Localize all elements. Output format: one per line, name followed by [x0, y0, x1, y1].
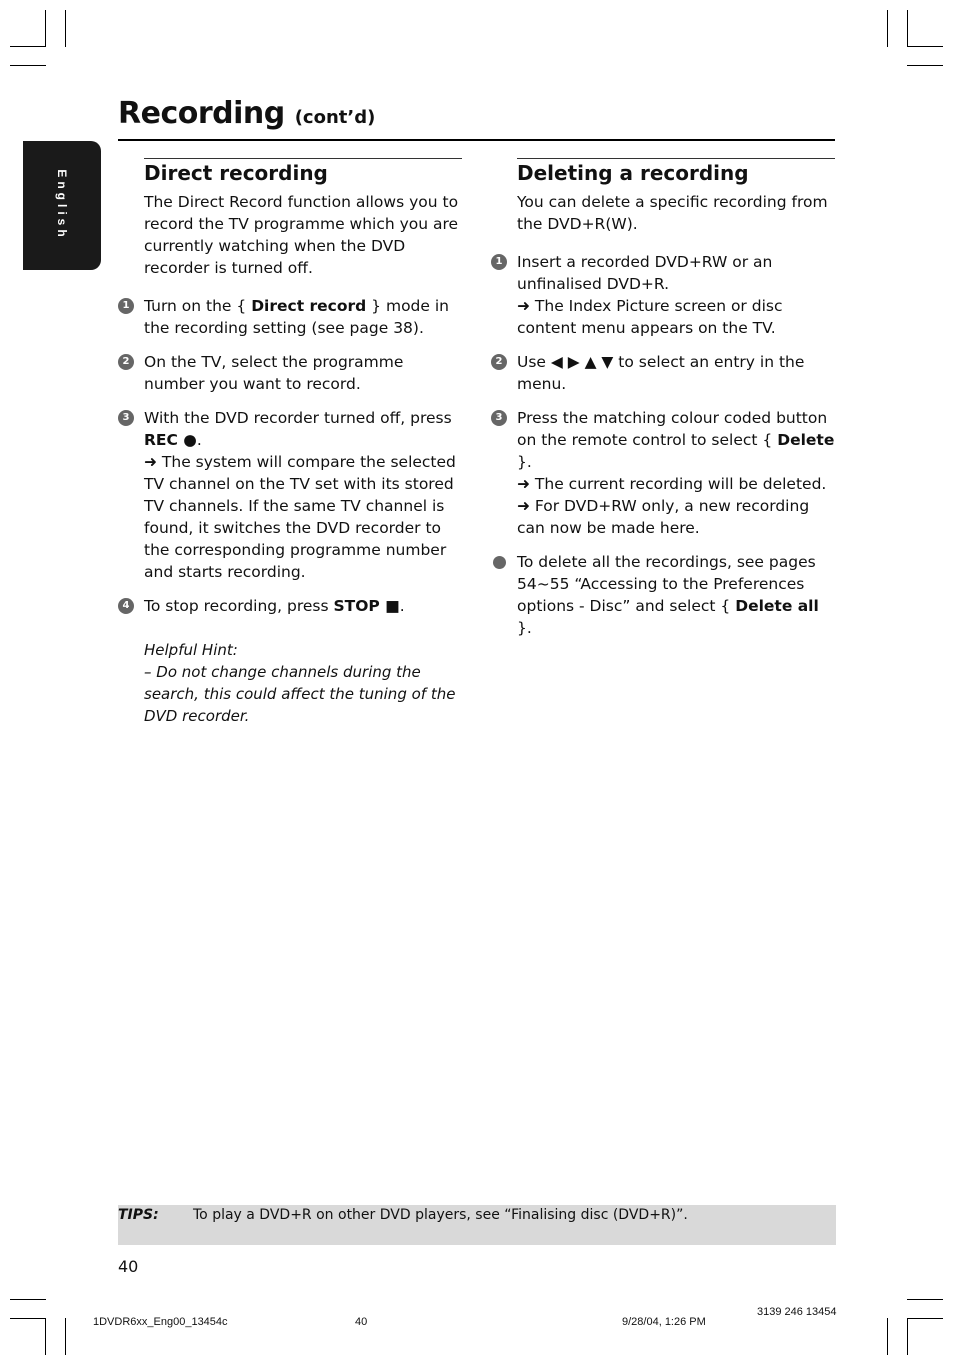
language-tab — [23, 141, 101, 270]
step-text: On the TV, select the programme number you want to record. — [144, 353, 404, 393]
step-text: With the DVD recorder turned off, press REC ●. ➜ The system will compare the selected TV channel on the TV set with its stored TV channels. If the same TV channel is found, it switches the DVD recorder to the corresponding programme number and starts recording. — [144, 407, 462, 583]
language-tab-label: English — [55, 169, 69, 241]
setting-name: Direct record — [251, 297, 367, 315]
page-title — [118, 96, 375, 131]
button-name: STOP ■ — [333, 597, 400, 615]
step-result: ➜ The system will compare the selected TV channel on the TV set with its stored TV channels. If the same TV channel is found, it switches the DVD recorder to the corresponding programme number and starts recording. — [144, 453, 456, 581]
step-text: To delete all the recordings, see pages 54~55 “Accessing to the Preferences options - Disc” and select { Delete all }. — [517, 553, 819, 637]
step-result: ➜ For DVD+RW only, a new recording can now be made here. — [517, 497, 810, 537]
step-number-badge: 3 — [491, 410, 507, 426]
section-heading: Direct recording — [144, 158, 462, 187]
step-item — [122, 595, 462, 617]
crop-mark — [887, 10, 888, 47]
direct-recording-section — [122, 158, 462, 727]
step-number-badge: 1 — [491, 254, 507, 270]
step-item — [517, 551, 835, 639]
step-result: ➜ The Index Picture screen or disc content menu appears on the TV. — [517, 297, 783, 337]
title-divider — [118, 139, 835, 141]
crop-mark — [10, 1299, 46, 1300]
footer-date: 9/28/04, 1:26 PM — [622, 1316, 706, 1328]
helpful-hint — [144, 639, 462, 727]
footer-filename: 1DVDR6xx_Eng00_13454c — [93, 1316, 228, 1328]
step-result: ➜ The current recording will be deleted. — [517, 475, 827, 493]
crop-mark — [907, 1318, 908, 1355]
crop-mark — [907, 65, 943, 66]
crop-mark — [65, 1318, 66, 1355]
step-item — [495, 351, 835, 395]
hint-text: – Do not change channels during the search, this could affect the tuning of the DVD recorder. — [144, 663, 456, 725]
step-number-badge: 1 — [118, 298, 134, 314]
step-text: Press the matching colour coded button on the remote control to select { Delete }. ➜ The current recording will be deleted. ➜ For DVD+RW only, a new recording can now be made here. — [517, 409, 835, 537]
section-intro: The Direct Record function allows you to record the TV programme which you are currently watching when the DVD recorder is turned off. — [144, 193, 459, 277]
step-number-badge: 2 — [491, 354, 507, 370]
tips-label: TIPS: — [118, 1207, 159, 1223]
crop-mark — [10, 1318, 46, 1319]
step-number-badge: 4 — [118, 598, 134, 614]
section-heading: Deleting a recording — [517, 158, 835, 187]
page-subtitle: (cont’d) — [294, 107, 376, 128]
step-number-badge: 3 — [118, 410, 134, 426]
crop-mark — [10, 46, 46, 47]
step-text: Turn on the { Direct record } mode in the recording setting (see page 38). — [144, 297, 449, 337]
button-name: REC ● — [144, 431, 197, 449]
tips-text: To play a DVD+R on other DVD players, see “Finalising disc (DVD+R)”. — [193, 1207, 688, 1223]
step-text: Insert a recorded DVD+RW or an unfinalised DVD+R. ➜ The Index Picture screen or disc content menu appears on the TV. — [517, 251, 835, 339]
step-item — [122, 295, 462, 339]
option-name: Delete all — [735, 597, 819, 615]
crop-mark — [10, 65, 46, 66]
step-text: Use ◀ ▶ ▲ ▼ to select an entry in the menu. — [517, 353, 805, 393]
tips-bar — [118, 1205, 836, 1245]
footer-code: 3139 246 13454 — [757, 1306, 837, 1318]
button-name: Delete — [777, 431, 835, 449]
step-item — [122, 351, 462, 395]
section-intro: You can delete a specific recording from the DVD+R(W). — [517, 193, 828, 233]
crop-mark — [907, 1318, 943, 1319]
deleting-recording-section — [495, 158, 835, 651]
step-item — [122, 407, 462, 583]
page-title-text: Recording — [118, 96, 285, 131]
crop-mark — [907, 1299, 943, 1300]
step-text: To stop recording, press STOP ■. — [144, 597, 405, 615]
crop-mark — [45, 10, 46, 47]
crop-mark — [907, 10, 908, 47]
footer-page: 40 — [355, 1316, 368, 1328]
page-number: 40 — [118, 1257, 139, 1276]
crop-mark — [907, 46, 943, 47]
hint-title: Helpful Hint: — [144, 641, 238, 659]
crop-mark — [887, 1318, 888, 1355]
bullet-dot-icon — [493, 556, 506, 569]
step-number-badge: 2 — [118, 354, 134, 370]
crop-mark — [65, 10, 66, 47]
step-item — [495, 407, 835, 539]
step-item — [495, 251, 835, 339]
crop-mark — [45, 1318, 46, 1355]
